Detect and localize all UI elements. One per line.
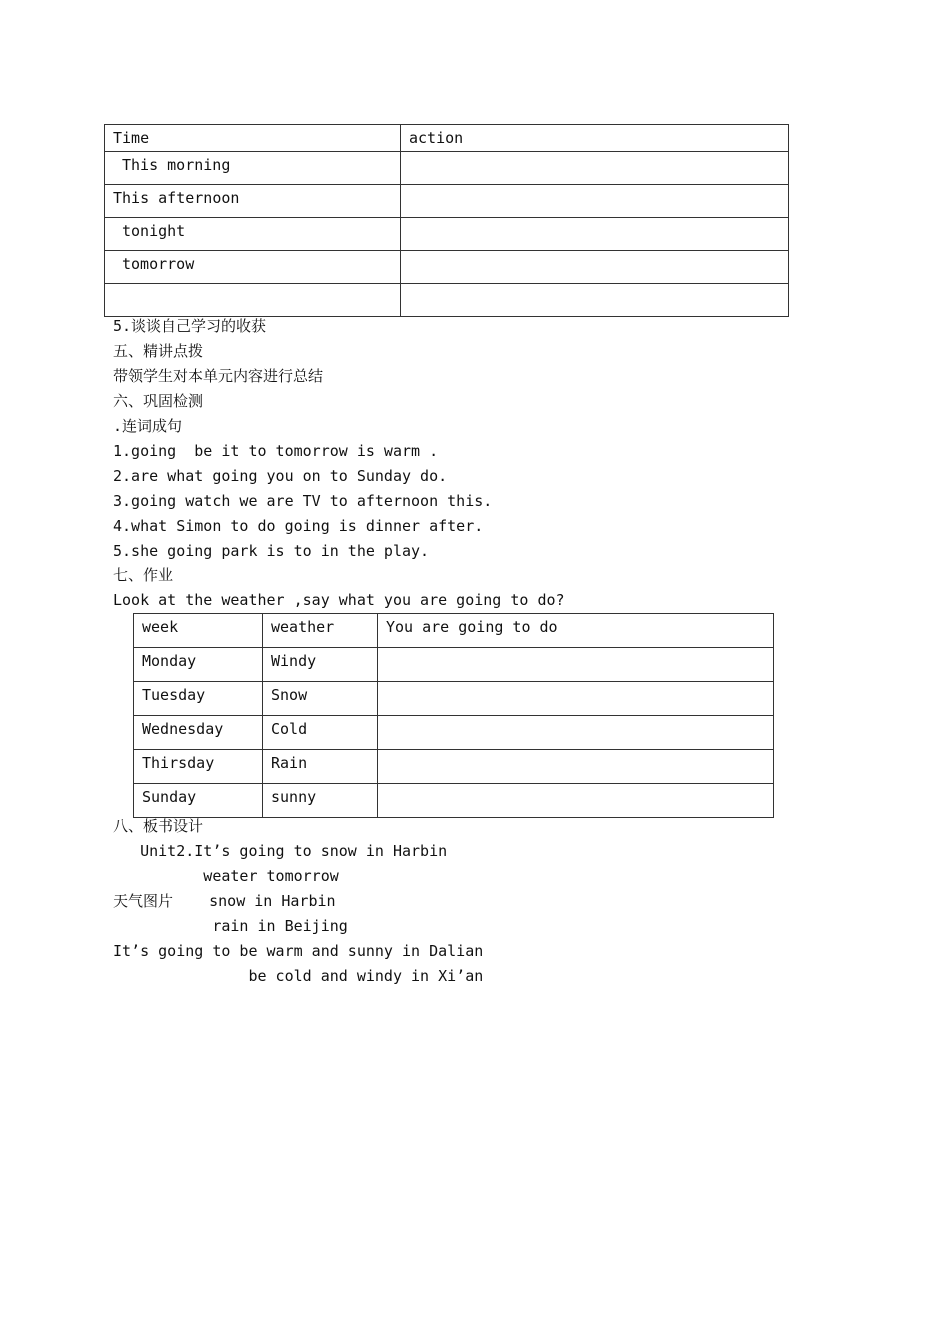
- table-row: [134, 716, 774, 750]
- day-cell: Sunday: [134, 784, 263, 818]
- text-line: 5.谈谈自己学习的收获: [113, 317, 267, 335]
- plan-cell: [378, 682, 774, 716]
- action-cell: [401, 152, 789, 185]
- board-line: be cold and windy in Xi’an: [113, 967, 484, 985]
- plan-cell: [378, 750, 774, 784]
- section-heading: 七、作业: [113, 566, 174, 584]
- weather-cell: Windy: [263, 648, 378, 682]
- board-line: weater tomorrow: [113, 867, 339, 885]
- day-cell: Wednesday: [134, 716, 263, 750]
- table-row: [105, 284, 789, 317]
- exercise-line: 5.she going park is to in the play.: [113, 542, 430, 560]
- time-cell: tomorrow: [105, 251, 401, 284]
- table-row: [105, 251, 789, 284]
- board-line: Unit2.It’s going to snow in Harbin: [113, 842, 448, 860]
- table-row: [134, 750, 774, 784]
- section-heading: 五、精讲点拨: [113, 342, 204, 360]
- table-row: [105, 218, 789, 251]
- table-header-row: [134, 614, 774, 648]
- exercise-line: 2.are what going you on to Sunday do.: [113, 467, 448, 485]
- header-cell: action: [401, 125, 789, 152]
- day-cell: Monday: [134, 648, 263, 682]
- action-cell: [401, 218, 789, 251]
- time-cell: [105, 284, 401, 317]
- header-cell: Time: [105, 125, 401, 152]
- header-cell: week: [134, 614, 263, 648]
- time-cell: tonight: [105, 218, 401, 251]
- board-line: It’s going to be warm and sunny in Dalian: [113, 942, 484, 960]
- plan-cell: [378, 784, 774, 818]
- exercise-line: 4.what Simon to do going is dinner after.: [113, 517, 484, 535]
- weather-cell: Cold: [263, 716, 378, 750]
- plan-cell: [378, 648, 774, 682]
- text-line: 带领学生对本单元内容进行总结: [113, 367, 324, 385]
- table-header-row: [105, 125, 789, 152]
- action-cell: [401, 185, 789, 218]
- section-heading: 六、巩固检测: [113, 392, 204, 410]
- weather-cell: Snow: [263, 682, 378, 716]
- weather-plan-table: [133, 613, 774, 818]
- table-row: [134, 682, 774, 716]
- time-cell: This morning: [105, 152, 401, 185]
- table-row: [134, 784, 774, 818]
- board-line: rain in Beijing: [113, 917, 348, 935]
- time-action-table: [104, 124, 789, 317]
- day-cell: Tuesday: [134, 682, 263, 716]
- header-cell: weather: [263, 614, 378, 648]
- section-heading: 八、板书设计: [113, 817, 204, 835]
- exercise-line: 3.going watch we are TV to afternoon this.: [113, 492, 493, 510]
- table-row: [134, 648, 774, 682]
- board-line: 天气图片 snow in Harbin: [113, 892, 336, 910]
- plan-cell: [378, 716, 774, 750]
- text-line: Look at the weather ,say what you are going to do?: [113, 591, 565, 609]
- table-row: [105, 185, 789, 218]
- header-cell: You are going to do: [378, 614, 774, 648]
- table-row: [105, 152, 789, 185]
- day-cell: Thirsday: [134, 750, 263, 784]
- weather-cell: sunny: [263, 784, 378, 818]
- weather-cell: Rain: [263, 750, 378, 784]
- action-cell: [401, 251, 789, 284]
- text-line: .连词成句: [113, 417, 183, 435]
- time-cell: This afternoon: [105, 185, 401, 218]
- action-cell: [401, 284, 789, 317]
- exercise-line: 1.going be it to tomorrow is warm .: [113, 442, 439, 460]
